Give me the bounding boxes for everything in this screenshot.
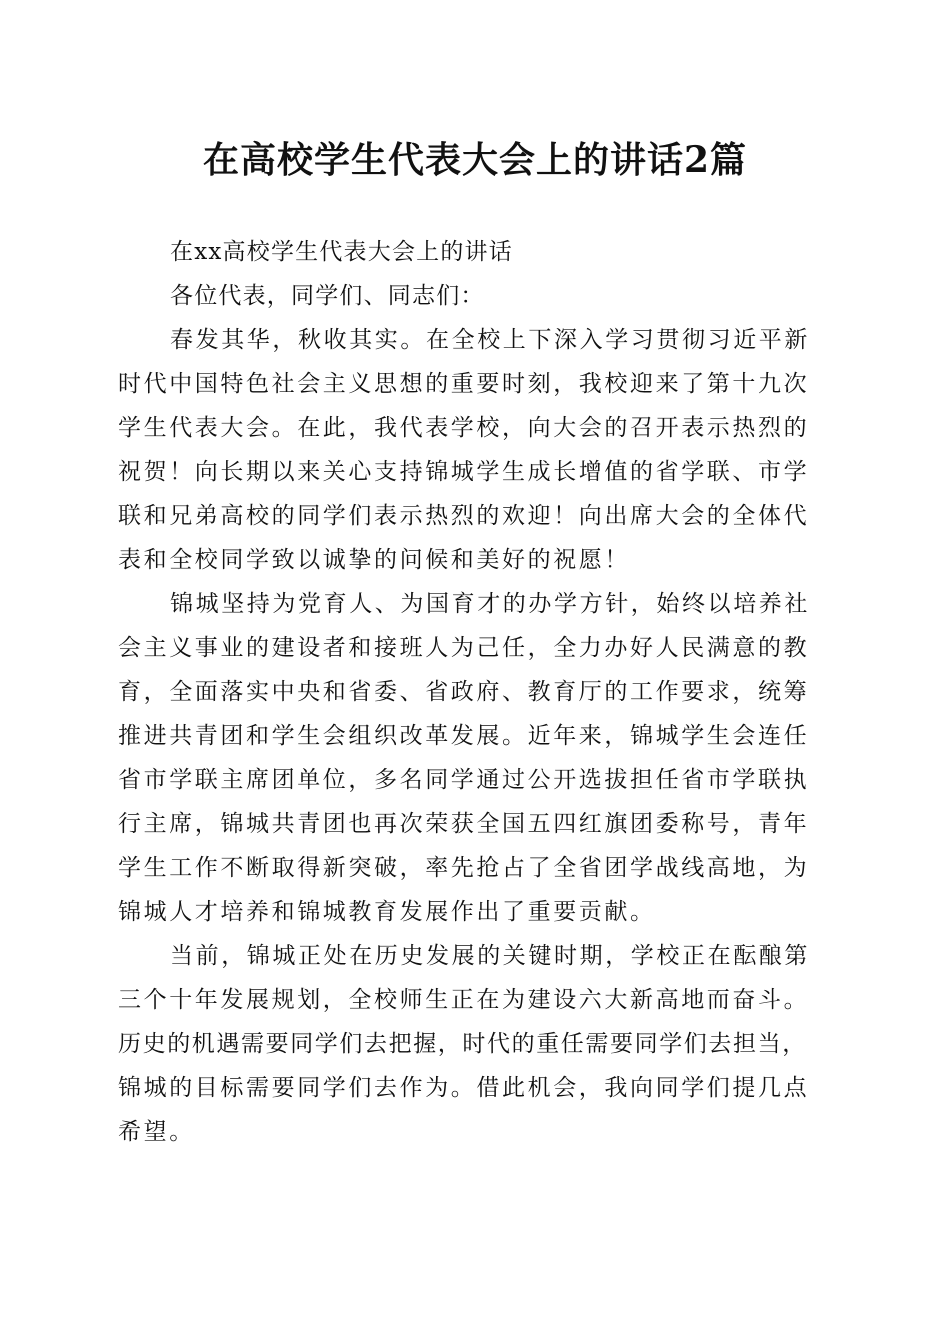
paragraph-line: 历史的机遇需要同学们去把握，时代的重任需要同学们去担当， xyxy=(118,1031,807,1057)
paragraph-line: 锦城人才培养和锦城教育发展作出了重要贡献。 xyxy=(118,899,656,925)
paragraph-line: 锦城坚持为党育人、为国育才的办学方针，始终以培养社 xyxy=(170,591,810,617)
paragraph-line: 推进共青团和学生会组织改革发展。近年来，锦城学生会连任 xyxy=(118,723,810,749)
paragraph-line: 三个十年发展规划，全校师生正在为建设六大新高地而奋斗。 xyxy=(118,987,810,1013)
subtitle-line: 在xx高校学生代表大会上的讲话 xyxy=(170,239,513,265)
paragraph-line: 表和全校同学致以诚挚的问候和美好的祝愿！ xyxy=(118,547,630,573)
paragraph-line: 学生代表大会。在此，我代表学校，向大会的召开表示热烈的 xyxy=(118,415,810,441)
paragraph-line: 希望。 xyxy=(118,1119,195,1145)
paragraph-line: 会主义事业的建设者和接班人为己任，全力办好人民满意的教 xyxy=(118,635,810,661)
paragraph-line: 学生工作不断取得新突破，率先抢占了全省团学战线高地，为 xyxy=(118,855,810,881)
paragraph-line: 当前，锦城正处在历史发展的关键时期，学校正在酝酿第 xyxy=(170,943,810,969)
document-title: 在高校学生代表大会上的讲话2篇 xyxy=(202,139,748,181)
paragraph-line: 育，全面落实中央和省委、省政府、教育厅的工作要求，统筹 xyxy=(118,679,810,705)
paragraph-line: 春发其华，秋收其实。在全校上下深入学习贯彻习近平新 xyxy=(170,327,810,353)
paragraph-line: 行主席，锦城共青团也再次荣获全国五四红旗团委称号，青年 xyxy=(118,811,810,837)
paragraph-line: 省市学联主席团单位，多名同学通过公开选拔担任省市学联执 xyxy=(118,767,810,793)
salutation-line: 各位代表，同学们、同志们： xyxy=(170,283,485,309)
paragraph-line: 联和兄弟高校的同学们表示热烈的欢迎！向出席大会的全体代 xyxy=(118,503,810,529)
paragraph-line: 祝贺！向长期以来关心支持锦城学生成长增值的省学联、市学 xyxy=(118,459,810,485)
paragraph-line: 时代中国特色社会主义思想的重要时刻，我校迎来了第十九次 xyxy=(118,371,810,397)
paragraph-line: 锦城的目标需要同学们去作为。借此机会，我向同学们提几点 xyxy=(118,1075,810,1101)
